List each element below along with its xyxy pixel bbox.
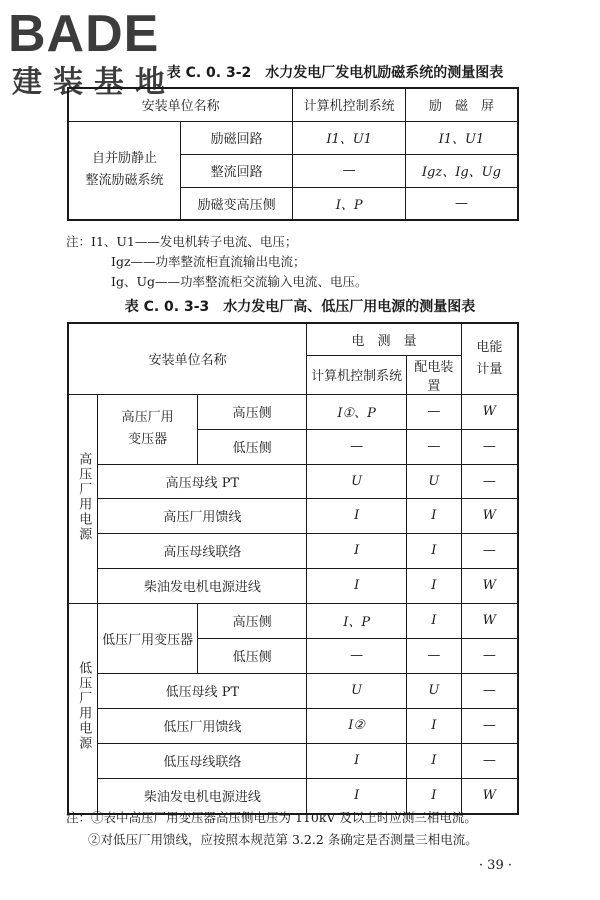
cell-value: I <box>406 743 461 778</box>
cell-value: I <box>406 708 461 743</box>
cell-value: — <box>406 429 461 464</box>
table1-note: Igz——功率整流柜直流输出电流； <box>111 254 306 269</box>
row-name: 高压母线 PT <box>98 464 307 498</box>
table-row <box>68 673 518 708</box>
group-low-voltage: 低压厂用电源 <box>68 603 98 814</box>
row-name: 柴油发电机电源进线 <box>98 568 307 603</box>
logo-main-text: BADE <box>8 5 160 63</box>
header-computer-control: 计算机控制系统 <box>293 88 406 121</box>
cell-value: W <box>461 498 518 533</box>
row-name: 整流回路 <box>180 154 292 187</box>
cell-value: Igz、Ig、Ug <box>405 154 518 187</box>
cell-value: I <box>307 568 407 603</box>
row-name: 励磁变高压侧 <box>180 187 292 220</box>
cell-value: U <box>307 464 407 498</box>
table-row <box>68 88 518 121</box>
row-name: 高压侧 <box>197 603 306 638</box>
header-electrical-measure: 电 测 量 <box>307 323 461 355</box>
cell-value: I② <box>307 708 407 743</box>
header-distribution-device: 配电装置 <box>406 355 461 394</box>
row-name: 低压侧 <box>197 429 306 464</box>
cell-value: — <box>461 533 518 568</box>
cell-value: — <box>307 429 407 464</box>
table-row <box>68 708 518 743</box>
row-name: 低压厂用馈线 <box>98 708 307 743</box>
table-row <box>68 121 518 154</box>
header-computer-control: 计算机控制系统 <box>307 355 407 394</box>
table-row <box>68 464 518 498</box>
cell-value: W <box>461 778 518 814</box>
excitation-measurement-table <box>67 87 519 221</box>
table1-note: Ig、Ug——功率整流柜交流输入电流、电压。 <box>111 274 368 289</box>
row-name: 低压侧 <box>197 638 306 673</box>
cell-value: I <box>406 778 461 814</box>
cell-value: I <box>307 743 407 778</box>
page-number: · 39 · <box>478 858 512 873</box>
auxiliary-power-measurement-table <box>67 322 519 815</box>
cell-value: — <box>461 743 518 778</box>
cell-value: — <box>461 673 518 708</box>
table2-note: 注：①表中高压厂用变压器高压侧电压为 110kV 及以上时应测三相电流。 <box>66 810 477 825</box>
cell-value: — <box>461 638 518 673</box>
header-unit-name: 安装单位名称 <box>68 88 293 121</box>
cell-value: U <box>406 673 461 708</box>
table-row <box>68 568 518 603</box>
cell-value: — <box>406 394 461 429</box>
cell-value: U <box>406 464 461 498</box>
cell-value: W <box>461 568 518 603</box>
cell-value: — <box>307 638 407 673</box>
high-transformer: 高压厂用 变压器 <box>98 394 197 464</box>
table2-note: ②对低压厂用馈线，应按照本规范第 3.2.2 条确定是否测量三相电流。 <box>88 832 478 847</box>
cell-value: U <box>307 673 407 708</box>
cell-value: I①、P <box>307 394 407 429</box>
table2-title: 表 C. 0. 3-3 水力发电厂高、低压厂用电源的测量图表 <box>124 299 476 315</box>
table-row <box>68 603 518 638</box>
cell-value: — <box>461 464 518 498</box>
cell-value: I、P <box>293 187 406 220</box>
cell-value: I <box>307 778 407 814</box>
cell-value: — <box>461 708 518 743</box>
cell-value: I <box>307 498 407 533</box>
cell-value: W <box>461 603 518 638</box>
row-name: 低压母线联络 <box>98 743 307 778</box>
header-energy-metering: 电能 计量 <box>461 323 518 394</box>
group-self-excitation: 自并励静止 整流励磁系统 <box>68 121 180 220</box>
low-transformer: 低压厂用变压器 <box>98 603 197 673</box>
cell-value: I1、U1 <box>405 121 518 154</box>
table-row <box>68 394 518 429</box>
row-name: 柴油发电机电源进线 <box>98 778 307 814</box>
logo-sub-text: 建装基地 <box>12 65 176 100</box>
header-unit-name: 安装单位名称 <box>68 323 307 394</box>
cell-value: I1、U1 <box>293 121 406 154</box>
table1-title: 表 C. 0. 3-2 水力发电厂发电机励磁系统的测量图表 <box>166 65 504 81</box>
cell-value: — <box>406 638 461 673</box>
cell-value: I <box>406 533 461 568</box>
row-name: 励磁回路 <box>180 121 292 154</box>
cell-value: — <box>293 154 406 187</box>
header-excitation-panel: 励 磁 屏 <box>405 88 518 121</box>
group-high-voltage: 高压厂用电源 <box>68 394 98 603</box>
cell-value: I <box>307 533 407 568</box>
cell-value: I <box>406 568 461 603</box>
row-name: 高压侧 <box>197 394 306 429</box>
row-name: 低压母线 PT <box>98 673 307 708</box>
table1-note: 注：I1、U1——发电机转子电流、电压； <box>66 234 298 249</box>
table-row <box>68 533 518 568</box>
row-name: 高压母线联络 <box>98 533 307 568</box>
cell-value: W <box>461 394 518 429</box>
cell-value: I <box>406 498 461 533</box>
row-name: 高压厂用馈线 <box>98 498 307 533</box>
cell-value: I <box>406 603 461 638</box>
cell-value: — <box>461 429 518 464</box>
cell-value: — <box>405 187 518 220</box>
table-row <box>68 323 518 355</box>
table-row <box>68 743 518 778</box>
cell-value: I、P <box>307 603 407 638</box>
table-row <box>68 498 518 533</box>
